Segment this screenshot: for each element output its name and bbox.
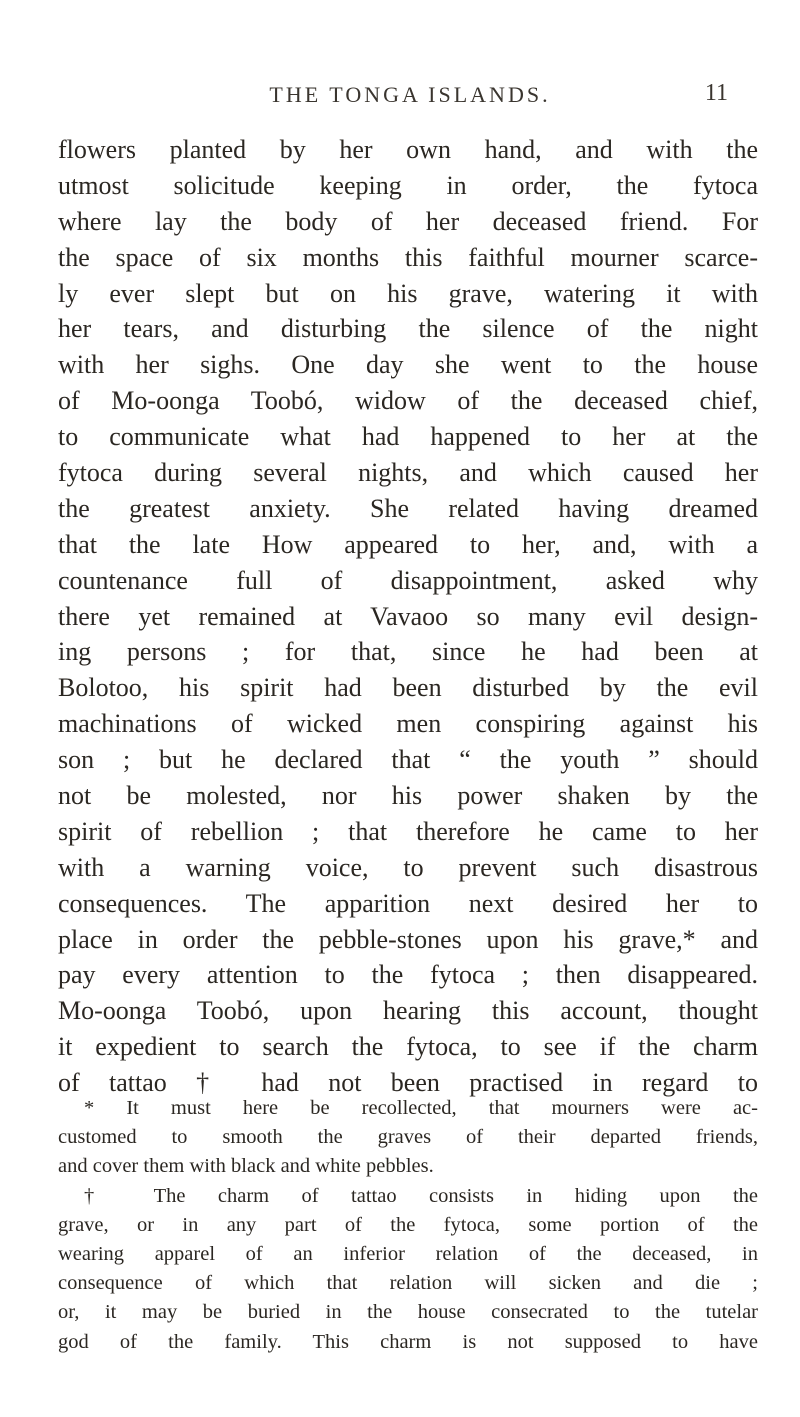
text-line: to communicate what had happened to her at the xyxy=(58,422,758,452)
text-line: her tears, and disturbing the silence of the night xyxy=(58,314,758,344)
text-line: consequences. The apparition next desired her to xyxy=(58,888,758,918)
text-line: fytoca during several nights, and which caused her xyxy=(58,458,758,488)
text-line: son ; but he declared that “ the youth ” should xyxy=(58,745,758,775)
text-line: utmost solicitude keeping in order, the fytoca xyxy=(58,170,758,200)
footnote-line: wearing apparel of an inferior relation of the deceased, in xyxy=(58,1242,758,1265)
text-line: that the late How appeared to her, and, with a xyxy=(58,529,758,559)
text-line: with her sighs. One day she went to the house xyxy=(58,350,758,380)
running-title: THE TONGA ISLANDS. xyxy=(269,82,551,107)
text-line: it expedient to search the fytoca, to see if the charm xyxy=(58,1032,758,1062)
text-line: ly ever slept but on his grave, watering it with xyxy=(58,278,758,308)
text-line: of tattao † had not been practised in regard to xyxy=(58,1068,758,1098)
text-line: of Mo-oonga Toobó, widow of the deceased chief, xyxy=(58,386,758,416)
text-line: pay every attention to the fytoca ; then disappeared. xyxy=(58,960,758,990)
footnote-line: and cover them with black and white pebbles. xyxy=(58,1155,434,1178)
text-line: Mo-oonga Toobó, upon hearing this account, thought xyxy=(58,996,758,1026)
footnote-line: customed to smooth the graves of their departed friends, xyxy=(58,1126,758,1149)
footnote-line: † The charm of tattao consists in hiding upon the xyxy=(84,1184,758,1207)
footnote-line: consequence of which that relation will sicken and die ; xyxy=(58,1272,758,1295)
text-line: the space of six months this faithful mourner scarce- xyxy=(58,242,758,272)
text-line: there yet remained at Vavaoo so many evil design- xyxy=(58,601,758,631)
text-line: ing persons ; for that, since he had been at xyxy=(58,637,758,667)
text-line: Bolotoo, his spirit had been disturbed by the evil xyxy=(58,673,758,703)
body-text xyxy=(58,132,758,1101)
text-line: place in order the pebble-stones upon his grave,* and xyxy=(58,924,758,954)
text-line: spirit of rebellion ; that therefore he came to her xyxy=(58,816,758,846)
footnote-line: or, it may be buried in the house consecrated to the tutelar xyxy=(58,1301,758,1324)
text-line: where lay the body of her deceased friend. For xyxy=(58,206,758,236)
text-line: flowers planted by her own hand, and with the xyxy=(58,135,758,164)
footnote-line: god of the family. This charm is not supposed to have xyxy=(58,1330,758,1353)
footnote-line: * It must here be recollected, that mourners were ac- xyxy=(84,1097,758,1119)
text-line: countenance full of disappointment, asked why xyxy=(58,565,758,595)
text-line: machinations of wicked men conspiring against his xyxy=(58,709,758,739)
page-number: 11 xyxy=(704,80,728,106)
footnotes xyxy=(58,1094,758,1357)
running-head xyxy=(60,82,760,118)
footnote-line: grave, or in any part of the fytoca, some portion of the xyxy=(58,1213,758,1236)
text-line: with a warning voice, to prevent such disastrous xyxy=(58,852,758,882)
text-line: not be molested, nor his power shaken by the xyxy=(58,781,758,811)
text-line: the greatest anxiety. She related having dreamed xyxy=(58,493,758,523)
